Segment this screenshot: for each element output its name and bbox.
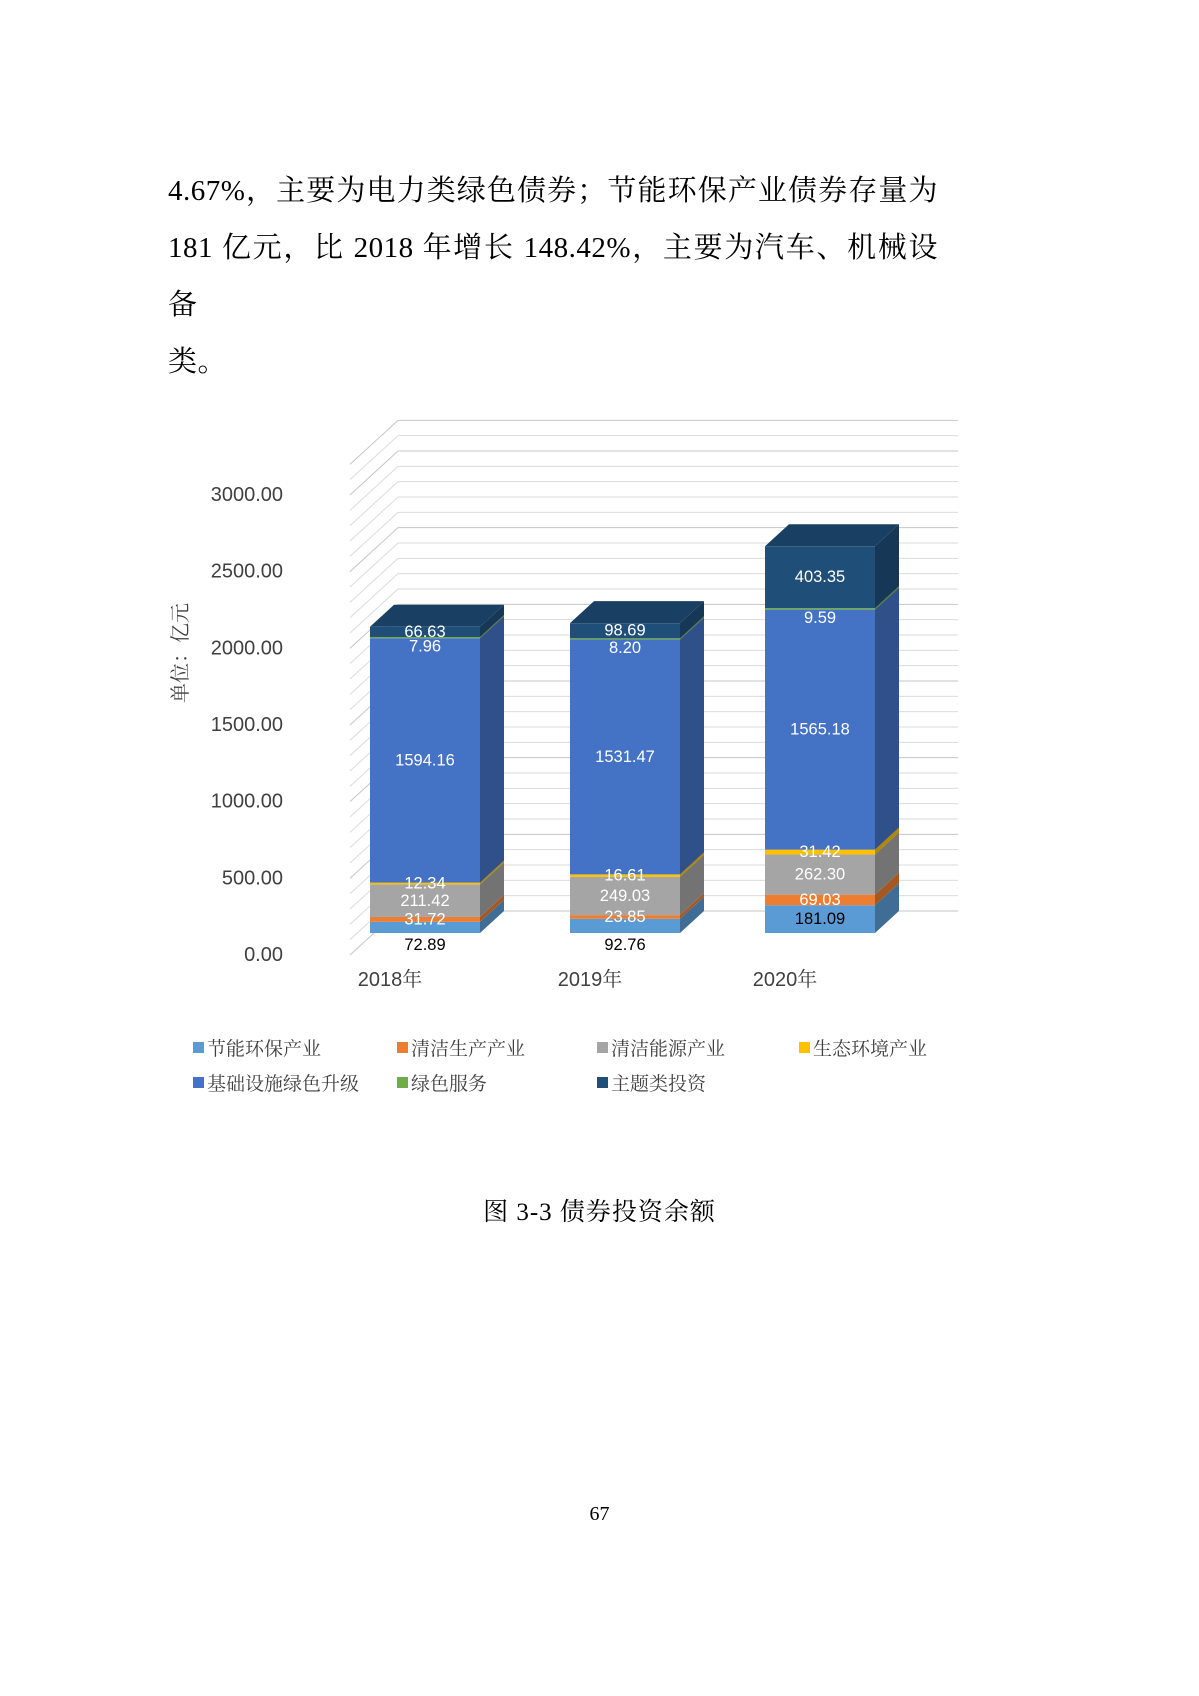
- bar-label: 92.76: [604, 936, 646, 954]
- bar-label: 69.03: [799, 890, 841, 909]
- legend-item: [799, 1030, 985, 1065]
- bar-label: 1594.16: [395, 751, 455, 770]
- paragraph-line: 类。: [168, 346, 228, 378]
- bar-label: 98.69: [604, 621, 646, 640]
- figure-caption: 图 3-3 债券投资余额: [483, 1199, 716, 1226]
- y-axis-labels: [211, 484, 283, 966]
- chart-legend: [165, 1030, 985, 1100]
- legend-item: [597, 1030, 799, 1065]
- legend-item: [193, 1030, 397, 1065]
- bar-label: 262.30: [794, 865, 846, 884]
- y-tick-label: 0.00: [244, 944, 283, 966]
- legend-label: 生态环境产业: [813, 1039, 928, 1060]
- legend-label: 主题类投资: [611, 1074, 707, 1095]
- body-paragraph: [168, 163, 938, 391]
- bar-label: 12.34: [404, 874, 446, 893]
- legend-swatch: [193, 1077, 204, 1088]
- bar-label: 211.42: [400, 891, 450, 910]
- legend-swatch: [597, 1042, 608, 1053]
- bar-segment-side: [480, 616, 504, 882]
- bar-label: 1531.47: [595, 747, 655, 766]
- legend-item: [397, 1065, 597, 1100]
- bar-segment-side: [680, 618, 704, 875]
- legend-item: [397, 1030, 597, 1065]
- paragraph-line: 181 亿元，比 2018 年增长 148.42%，主要为汽车、机械设备: [168, 232, 938, 321]
- bar-label: 72.89: [404, 936, 446, 954]
- bar-label: 66.63: [404, 622, 446, 641]
- legend-swatch: [597, 1077, 608, 1088]
- y-tick-label: 2500.00: [210, 560, 283, 583]
- bar-label: 249.03: [599, 887, 651, 906]
- x-axis-labels: [358, 968, 818, 991]
- y-tick-label: 1000.00: [210, 790, 283, 813]
- page-number: 67: [589, 1503, 610, 1525]
- x-axis-label: 2018年: [357, 969, 423, 991]
- bar-label: 181.09: [794, 910, 846, 929]
- chart-svg: [165, 388, 975, 1028]
- legend-swatch: [799, 1042, 810, 1053]
- legend-item: [193, 1065, 397, 1100]
- y-tick-label: 3000.00: [210, 484, 283, 506]
- bar-label: 8.20: [608, 638, 642, 657]
- bar-label: 31.42: [799, 843, 841, 862]
- legend-label: 节能环保产业: [207, 1039, 322, 1060]
- bar-label: 16.61: [604, 866, 646, 885]
- y-tick-label: 500.00: [221, 867, 283, 890]
- bar-label: 23.85: [604, 907, 646, 926]
- legend-label: 基础设施绿色升级: [207, 1074, 360, 1095]
- bar-label: 403.35: [794, 568, 846, 587]
- bar-label: 9.59: [803, 608, 837, 627]
- bar-segment-side: [875, 588, 899, 850]
- x-axis-label: 2019年: [557, 969, 623, 991]
- y-tick-label: 2000.00: [210, 637, 283, 660]
- bar-label: 31.72: [404, 910, 446, 929]
- legend-label: 绿色服务: [411, 1074, 488, 1095]
- y-tick-label: 1500.00: [210, 714, 283, 736]
- x-axis-label: 2020年: [752, 969, 818, 991]
- bond-investment-chart: [165, 388, 975, 1028]
- bar-label: 1565.18: [790, 720, 850, 739]
- chart-figure: [165, 388, 985, 1100]
- legend-label: 清洁能源产业: [611, 1039, 726, 1060]
- legend-swatch: [193, 1042, 204, 1053]
- legend-swatch: [397, 1077, 408, 1088]
- legend-swatch: [397, 1042, 408, 1053]
- legend-item: [597, 1065, 799, 1100]
- paragraph-line: 4.67%，主要为电力类绿色债券；节能环保产业债券存量为: [168, 175, 938, 207]
- legend-label: 清洁生产产业: [411, 1039, 526, 1060]
- y-axis-title: 单位：亿元: [170, 603, 192, 703]
- bar-label: 7.96: [408, 637, 442, 656]
